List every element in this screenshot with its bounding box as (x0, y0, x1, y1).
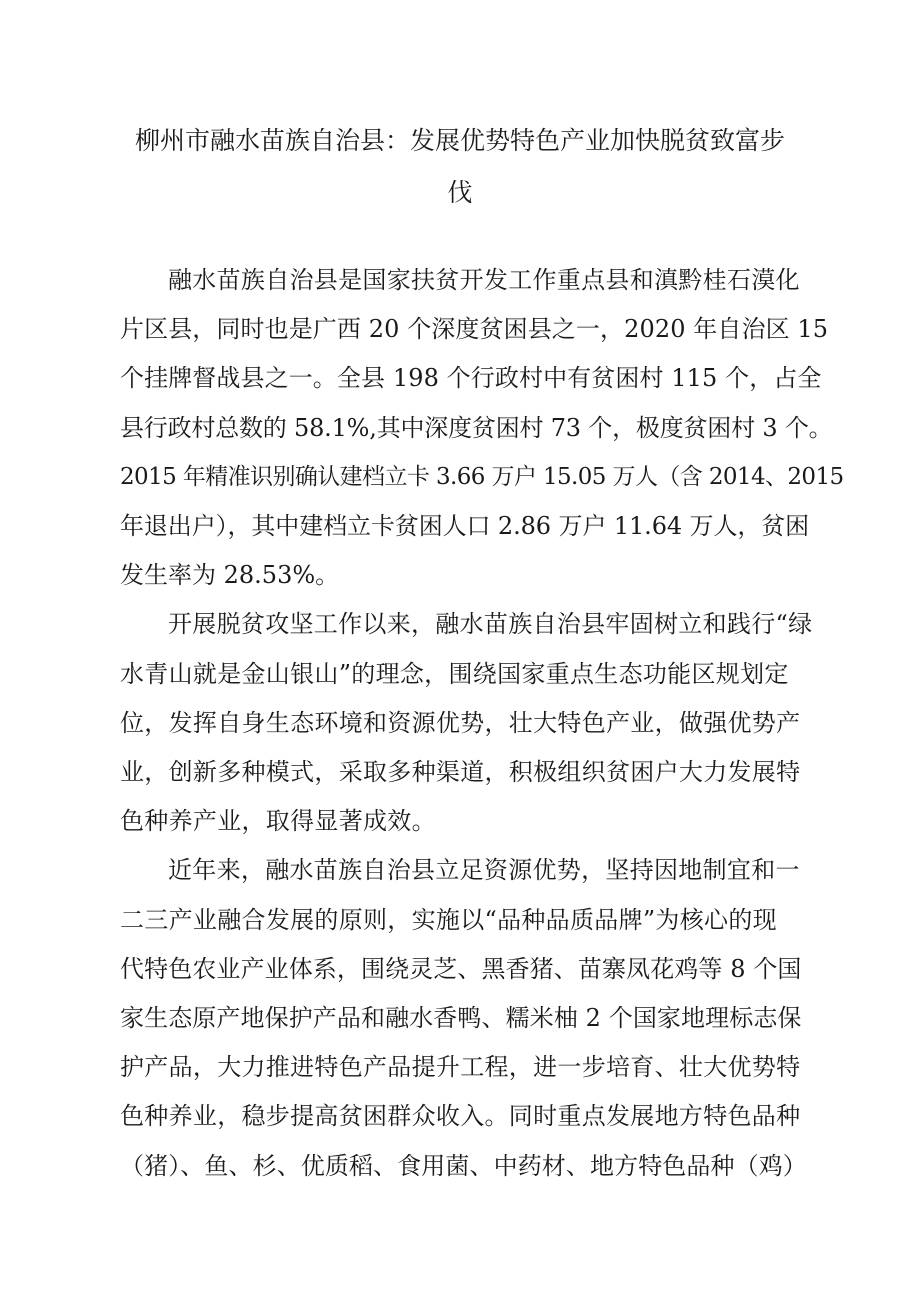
paragraph-line: 片区县，同时也是广西 20 个深度贫困县之一，2020 年自治区 15 (120, 315, 829, 344)
document-title (120, 115, 800, 219)
paragraph-line: 家生态原产地保护产品和融水香鸭、糯米柚 2 个国家地理标志保 (120, 1004, 802, 1033)
paragraph-line: （猪）、鱼、杉、优质稻、食用菌、中药材、地方特色品种（鸡） (120, 1151, 807, 1180)
paragraph-line: 位，发挥自身生态环境和资源优势，壮大特色产业，做强优势产 (120, 708, 801, 737)
paragraph-line: 护产品，大力推进特色产品提升工程，进一步培育、壮大优势特 (120, 1053, 801, 1082)
paragraph-line: 开展脱贫攻坚工作以来，融水苗族自治县牢固树立和践行“绿 (168, 610, 813, 639)
paragraph-line: 县行政村总数的 58.1%,其中深度贫困村 73 个，极度贫困村 3 个。 (120, 413, 833, 442)
paragraph-line: 2015 年精准识别确认建档立卡 3.66 万户 15.05 万人（含 2014、2015 (120, 463, 844, 490)
document-body (120, 256, 844, 1191)
paragraph-3 (120, 846, 807, 1190)
paragraph-line: 色种养业，稳步提高贫困群众收入。同时重点发展地方特色品种 (120, 1102, 801, 1131)
paragraph-line: 年退出户），其中建档立卡贫困人口 2.86 万户 11.64 万人，贫困 (120, 512, 810, 541)
paragraph-line: 业，创新多种模式，采取多种渠道，积极组织贫困户大力发展特 (120, 758, 801, 787)
paragraph-line: 近年来，融水苗族自治县立足资源优势，坚持因地制宜和一 (168, 856, 800, 885)
paragraph-line: 代特色农业产业体系，围绕灵芝、黑香猪、苗寨凤花鸡等 8 个国 (120, 954, 802, 983)
paragraph-line: 水青山就是金山银山”的理念，围绕国家重点生态功能区规划定 (120, 659, 789, 688)
title-line-1: 柳州市融水苗族自治县：发展优势特色产业加快脱贫致富步 (134, 126, 785, 155)
paragraph-line: 融水苗族自治县是国家扶贫开发工作重点县和滇黔桂石漠化 (168, 266, 800, 294)
paragraph-line: 二三产业融合发展的原则，实施以“品种品质品牌”为核心的现 (120, 905, 777, 934)
paragraph-2 (120, 600, 813, 846)
paragraph-line: 个挂牌督战县之一。全县 198 个行政村中有贫困村 115 个，占全 (120, 364, 822, 393)
title-line-2: 伐 (447, 178, 473, 207)
paragraph-line: 发生率为 28.53%。 (120, 561, 340, 590)
paragraph-1 (120, 256, 844, 600)
paragraph-line: 色种养产业，取得显著成效。 (120, 807, 436, 836)
